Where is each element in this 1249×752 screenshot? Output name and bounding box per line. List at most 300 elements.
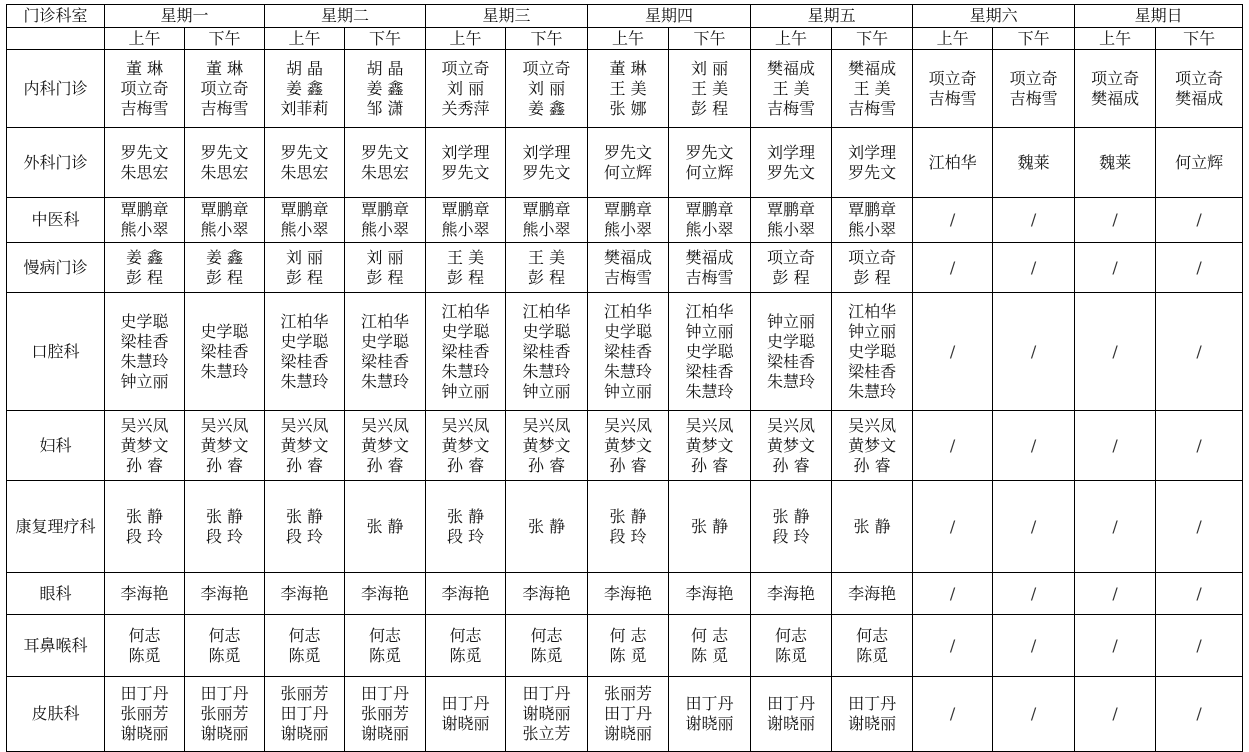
schedule-cell	[993, 481, 1075, 573]
doctor-name: 熊小翠	[361, 220, 410, 239]
schedule-cell	[1075, 50, 1156, 128]
schedule-cell	[1075, 243, 1156, 293]
doctor-name: 罗先文	[120, 142, 169, 162]
doctor-name: 项立奇	[120, 78, 169, 98]
doctor-name: 熊小翠	[685, 220, 734, 239]
schedule-cell	[105, 481, 185, 573]
schedule-cell	[669, 243, 751, 293]
doctor-name: 史学聪	[361, 331, 410, 351]
schedule-cell	[345, 573, 426, 615]
schedule-cell	[588, 677, 669, 752]
doctor-name: 孙 睿	[446, 455, 485, 475]
dept-row	[7, 243, 1243, 293]
schedule-cell	[1075, 677, 1156, 752]
doctor-name: 朱思宏	[120, 162, 169, 182]
slot-header-pm: 下午	[1156, 28, 1243, 50]
doctor-name: 李海艳	[767, 583, 816, 603]
doctor-name: 李海艳	[848, 583, 897, 603]
doctor-name: 朱慧玲	[361, 371, 410, 391]
schedule-cell	[751, 198, 832, 243]
doctor-name: 史学聪	[280, 331, 329, 351]
doctor-name: 项立奇	[1175, 68, 1224, 88]
doctor-name: 覃鹏章	[280, 200, 329, 219]
doctor-name: 钟立丽	[120, 371, 169, 391]
slot-header-pm: 下午	[185, 28, 265, 50]
schedule-cell	[426, 677, 506, 752]
doctor-name: 项立奇	[928, 68, 977, 88]
no-clinic-mark: /	[1112, 704, 1118, 723]
doctor-name: 魏莱	[1017, 152, 1050, 172]
day-header-sat: 星期六	[913, 5, 1075, 28]
doctor-name: 史学聪	[200, 321, 249, 341]
doctor-name: 段 玲	[609, 526, 647, 546]
doctor-name: 江柏华	[848, 301, 897, 321]
doctor-name: 吉梅雪	[685, 267, 734, 287]
doctor-name: 田丁丹	[767, 694, 816, 713]
schedule-cell	[345, 243, 426, 293]
doctor-name: 董 琳	[205, 58, 244, 78]
schedule-cell	[832, 411, 913, 481]
schedule-cell	[426, 128, 506, 198]
no-clinic-mark: /	[1196, 341, 1202, 361]
doctor-name: 钟立丽	[604, 381, 653, 401]
schedule-cell	[1075, 411, 1156, 481]
doctor-name: 史学聪	[848, 341, 897, 361]
schedule-cell	[669, 411, 751, 481]
doctor-name: 何志	[288, 625, 321, 645]
no-clinic-mark: /	[1196, 435, 1202, 455]
doctor-name: 熊小翠	[767, 220, 816, 239]
doctor-name: 田丁丹	[848, 694, 897, 713]
doctor-name: 朱慧玲	[522, 361, 571, 381]
schedule-cell	[265, 481, 345, 573]
doctor-name: 刘 丽	[691, 58, 729, 78]
schedule-cell	[105, 573, 185, 615]
schedule-cell	[588, 411, 669, 481]
doctor-name: 段 玲	[772, 526, 810, 546]
doctor-name: 何志	[369, 625, 402, 645]
doctor-name: 罗先文	[767, 162, 816, 182]
doctor-name: 张 静	[205, 506, 244, 526]
doctor-name: 史学聪	[441, 321, 490, 341]
doctor-name: 田丁丹	[200, 684, 249, 703]
doctor-name: 张丽芳	[120, 704, 169, 723]
slot-header-am: 上午	[913, 28, 993, 50]
schedule-cell	[105, 677, 185, 752]
doctor-name: 姜 鑫	[125, 247, 164, 267]
doctor-name: 孙 睿	[205, 455, 244, 475]
doctor-name: 梁桂香	[767, 351, 816, 371]
schedule-cell	[345, 293, 426, 411]
schedule-cell	[426, 573, 506, 615]
day-header-fri: 星期五	[751, 5, 913, 28]
no-clinic-mark: /	[949, 583, 956, 603]
schedule-cell	[669, 677, 751, 752]
doctor-name: 姜 鑫	[205, 247, 244, 267]
doctor-name: 钟立丽	[441, 381, 490, 401]
doctor-name: 朱慧玲	[280, 371, 329, 391]
doctor-name: 刘学理	[522, 142, 571, 162]
no-clinic-mark: /	[949, 435, 956, 455]
doctor-name: 何立辉	[604, 162, 653, 182]
doctor-name: 熊小翠	[280, 220, 329, 239]
schedule-cell	[1156, 128, 1243, 198]
no-clinic-mark: /	[1112, 635, 1118, 655]
doctor-name: 梁桂香	[848, 361, 897, 381]
doctor-name: 吴兴凤	[120, 415, 169, 435]
doctor-name: 覃鹏章	[685, 200, 734, 219]
schedule-cell	[993, 615, 1075, 677]
day-header-sun: 星期日	[1075, 5, 1243, 28]
schedule-cell	[265, 411, 345, 481]
doctor-name: 罗先文	[441, 162, 490, 182]
schedule-cell	[913, 615, 993, 677]
doctor-name: 樊福成	[848, 58, 897, 78]
doctor-name: 江柏华	[522, 301, 571, 321]
doctor-name: 何立辉	[1175, 152, 1224, 172]
doctor-name: 黄梦文	[604, 435, 653, 455]
doctor-name: 姜 鑫	[285, 78, 324, 98]
doctor-name: 史学聪	[685, 341, 734, 361]
schedule-cell	[105, 411, 185, 481]
doctor-name: 陈觅	[449, 645, 482, 665]
no-clinic-mark: /	[1196, 257, 1202, 277]
doctor-name: 朱慧玲	[441, 361, 490, 381]
doctor-name: 孙 睿	[691, 455, 729, 475]
no-clinic-mark: /	[949, 210, 956, 229]
doctor-name: 张 静	[285, 506, 324, 526]
doctor-name: 罗先文	[522, 162, 571, 182]
schedule-cell	[1156, 293, 1243, 411]
doctor-name: 覃鹏章	[200, 200, 249, 219]
slot-header-row	[7, 28, 1243, 50]
no-clinic-mark: /	[1112, 516, 1118, 536]
doctor-name: 何立辉	[685, 162, 734, 182]
doctor-name: 罗先文	[685, 142, 734, 162]
schedule-cell	[751, 128, 832, 198]
schedule-cell	[993, 677, 1075, 752]
schedule-cell	[832, 50, 913, 128]
slot-header-am: 上午	[588, 28, 669, 50]
day-header-mon: 星期一	[105, 5, 265, 28]
schedule-cell	[588, 50, 669, 128]
schedule-cell	[185, 615, 265, 677]
schedule-cell	[1075, 615, 1156, 677]
dept-name: 康复理疗科	[7, 481, 105, 573]
day-header-tue: 星期二	[265, 5, 426, 28]
doctor-name: 田丁丹	[685, 694, 734, 713]
schedule-cell	[345, 677, 426, 752]
doctor-name: 孙 睿	[125, 455, 164, 475]
doctor-name: 何志	[530, 625, 563, 645]
doctor-name: 熊小翠	[604, 220, 653, 239]
doctor-name: 谢晓丽	[767, 714, 816, 733]
slot-header-am: 上午	[265, 28, 345, 50]
doctor-name: 王 美	[609, 78, 647, 98]
schedule-cell	[426, 293, 506, 411]
doctor-name: 彭 程	[691, 98, 729, 118]
doctor-name: 吉梅雪	[1009, 88, 1058, 108]
doctor-name: 梁桂香	[685, 361, 734, 381]
doctor-name: 田丁丹	[522, 684, 571, 703]
doctor-name: 李海艳	[280, 583, 329, 603]
schedule-body	[7, 5, 1243, 752]
doctor-name: 董 琳	[609, 58, 647, 78]
no-clinic-mark: /	[1030, 635, 1037, 655]
no-clinic-mark: /	[949, 704, 956, 723]
schedule-cell	[832, 677, 913, 752]
doctor-name: 刘菲莉	[280, 98, 329, 118]
schedule-cell	[913, 243, 993, 293]
doctor-name: 张立芳	[522, 724, 571, 743]
doctor-name: 梁桂香	[361, 351, 410, 371]
schedule-cell	[913, 481, 993, 573]
doctor-name: 吴兴凤	[280, 415, 329, 435]
slot-header-am: 上午	[751, 28, 832, 50]
doctor-name: 吴兴凤	[685, 415, 734, 435]
schedule-cell	[1156, 573, 1243, 615]
schedule-cell	[265, 128, 345, 198]
doctor-name: 陈觅	[208, 645, 241, 665]
schedule-cell	[265, 50, 345, 128]
doctor-name: 吉梅雪	[200, 98, 249, 118]
doctor-name: 李海艳	[361, 583, 410, 603]
doctor-name: 谢晓丽	[522, 704, 571, 723]
doctor-name: 项立奇	[1091, 68, 1140, 88]
doctor-name: 江柏华	[361, 311, 410, 331]
schedule-cell	[185, 128, 265, 198]
schedule-cell	[751, 243, 832, 293]
schedule-cell	[832, 293, 913, 411]
doctor-name: 张丽芳	[361, 704, 410, 723]
doctor-name: 罗先文	[848, 162, 897, 182]
doctor-name: 彭 程	[285, 267, 324, 287]
doctor-name: 江柏华	[441, 301, 490, 321]
doctor-name: 刘 丽	[285, 247, 324, 267]
schedule-cell	[588, 481, 669, 573]
day-header-row	[7, 5, 1243, 28]
no-clinic-mark: /	[1112, 435, 1118, 455]
doctor-name: 钟立丽	[848, 321, 897, 341]
doctor-name: 陈觅	[856, 645, 889, 665]
schedule-cell	[832, 615, 913, 677]
schedule-cell	[345, 50, 426, 128]
doctor-name: 钟立丽	[522, 381, 571, 401]
schedule-cell	[265, 677, 345, 752]
doctor-name: 吉梅雪	[767, 98, 816, 118]
schedule-cell	[751, 50, 832, 128]
doctor-name: 张丽芳	[200, 704, 249, 723]
doctor-name: 彭 程	[205, 267, 244, 287]
schedule-cell	[993, 50, 1075, 128]
doctor-name: 张丽芳	[604, 684, 653, 703]
doctor-name: 罗先文	[604, 142, 653, 162]
schedule-cell	[669, 573, 751, 615]
schedule-table	[6, 4, 1243, 752]
doctor-name: 钟立丽	[767, 311, 816, 331]
schedule-cell	[913, 198, 993, 243]
schedule-cell	[426, 481, 506, 573]
doctor-name: 熊小翠	[441, 220, 490, 239]
schedule-cell	[588, 573, 669, 615]
doctor-name: 李海艳	[441, 583, 490, 603]
schedule-cell	[506, 411, 588, 481]
doctor-name: 项立奇	[200, 78, 249, 98]
schedule-cell	[1075, 198, 1156, 243]
schedule-cell	[1075, 481, 1156, 573]
schedule-cell	[1075, 573, 1156, 615]
doctor-name: 黄梦文	[848, 435, 897, 455]
doctor-name: 吴兴凤	[848, 415, 897, 435]
no-clinic-mark: /	[1112, 583, 1118, 603]
doctor-name: 姜 鑫	[527, 98, 566, 118]
doctor-name: 覃鹏章	[361, 200, 410, 219]
doctor-name: 魏莱	[1099, 152, 1132, 172]
doctor-name: 朱慧玲	[120, 351, 169, 371]
doctor-name: 张 静	[366, 516, 404, 536]
schedule-cell	[832, 243, 913, 293]
doctor-name: 朱慧玲	[200, 361, 249, 381]
doctor-name: 熊小翠	[522, 220, 571, 239]
doctor-name: 江柏华	[928, 152, 977, 172]
schedule-cell	[185, 243, 265, 293]
doctor-name: 罗先文	[200, 142, 249, 162]
schedule-cell	[345, 411, 426, 481]
doctor-name: 覃鹏章	[441, 200, 490, 219]
schedule-cell	[993, 128, 1075, 198]
schedule-cell	[105, 293, 185, 411]
schedule-cell	[993, 411, 1075, 481]
slot-header-pm: 下午	[669, 28, 751, 50]
schedule-cell	[506, 481, 588, 573]
doctor-name: 田丁丹	[120, 684, 169, 703]
doctor-name: 樊福成	[1091, 88, 1140, 108]
doctor-name: 陈觅	[775, 645, 808, 665]
schedule-cell	[1156, 198, 1243, 243]
schedule-cell	[913, 128, 993, 198]
doctor-name: 熊小翠	[200, 220, 249, 239]
schedule-cell	[993, 198, 1075, 243]
doctor-name: 何 志	[691, 625, 729, 645]
doctor-name: 李海艳	[120, 583, 169, 603]
schedule-cell	[345, 615, 426, 677]
no-clinic-mark: /	[1196, 704, 1202, 723]
doctor-name: 覃鹏章	[522, 200, 571, 219]
doctor-name: 项立奇	[1009, 68, 1058, 88]
schedule-cell	[105, 198, 185, 243]
dept-name: 慢病门诊	[7, 243, 105, 293]
doctor-name: 梁桂香	[441, 341, 490, 361]
doctor-name: 田丁丹	[604, 704, 653, 723]
doctor-name: 樊福成	[1175, 88, 1224, 108]
doctor-name: 李海艳	[200, 583, 249, 603]
doctor-name: 田丁丹	[361, 684, 410, 703]
schedule-cell	[588, 243, 669, 293]
schedule-cell	[669, 50, 751, 128]
doctor-name: 孙 睿	[366, 455, 404, 475]
doctor-name: 史学聪	[522, 321, 571, 341]
doctor-name: 谢晓丽	[280, 724, 329, 743]
schedule-cell	[669, 615, 751, 677]
doctor-name: 樊福成	[604, 247, 653, 267]
schedule-cell	[265, 573, 345, 615]
schedule-cell	[265, 198, 345, 243]
schedule-cell	[832, 128, 913, 198]
doctor-name: 项立奇	[522, 58, 571, 78]
doctor-name: 段 玲	[125, 526, 164, 546]
doctor-name: 刘 丽	[446, 78, 485, 98]
doctor-name: 李海艳	[522, 583, 571, 603]
doctor-name: 陈 觅	[609, 645, 647, 665]
schedule-cell	[1156, 481, 1243, 573]
doctor-name: 王 美	[691, 78, 729, 98]
schedule-cell	[1156, 615, 1243, 677]
schedule-cell	[1156, 50, 1243, 128]
schedule-cell	[1156, 411, 1243, 481]
doctor-name: 史学聪	[604, 321, 653, 341]
schedule-cell	[588, 128, 669, 198]
no-clinic-mark: /	[1030, 210, 1037, 229]
no-clinic-mark: /	[1030, 341, 1037, 361]
doctor-name: 彭 程	[125, 267, 164, 287]
schedule-cell	[751, 677, 832, 752]
doctor-name: 覃鹏章	[604, 200, 653, 219]
doctor-name: 熊小翠	[120, 220, 169, 239]
schedule-cell	[993, 243, 1075, 293]
doctor-name: 梁桂香	[604, 341, 653, 361]
doctor-name: 彭 程	[527, 267, 566, 287]
doctor-name: 梁桂香	[200, 341, 249, 361]
doctor-name: 吉梅雪	[848, 98, 897, 118]
no-clinic-mark: /	[1196, 635, 1202, 655]
doctor-name: 刘 丽	[527, 78, 566, 98]
doctor-name: 项立奇	[767, 247, 816, 267]
no-clinic-mark: /	[1196, 210, 1202, 229]
doctor-name: 王 美	[446, 247, 485, 267]
doctor-name: 钟立丽	[685, 321, 734, 341]
no-clinic-mark: /	[1030, 435, 1037, 455]
schedule-cell	[993, 573, 1075, 615]
dept-row	[7, 128, 1243, 198]
doctor-name: 朱慧玲	[767, 371, 816, 391]
schedule-cell	[669, 481, 751, 573]
schedule-cell	[751, 573, 832, 615]
no-clinic-mark: /	[1030, 257, 1037, 277]
schedule-cell	[751, 293, 832, 411]
doctor-name: 梁桂香	[280, 351, 329, 371]
doctor-name: 吴兴凤	[200, 415, 249, 435]
doctor-name: 孙 睿	[285, 455, 324, 475]
schedule-cell	[506, 677, 588, 752]
dept-row	[7, 481, 1243, 573]
doctor-name: 朱慧玲	[604, 361, 653, 381]
schedule-cell	[426, 243, 506, 293]
doctor-name: 吴兴凤	[522, 415, 571, 435]
schedule-cell	[669, 128, 751, 198]
schedule-cell	[426, 411, 506, 481]
doctor-name: 刘学理	[767, 142, 816, 162]
slot-header-pm: 下午	[993, 28, 1075, 50]
schedule-cell	[185, 411, 265, 481]
doctor-name: 陈觅	[288, 645, 321, 665]
doctor-name: 田丁丹	[280, 704, 329, 723]
schedule-cell	[588, 293, 669, 411]
schedule-cell	[506, 128, 588, 198]
slot-header-am: 上午	[105, 28, 185, 50]
doctor-name: 陈 觅	[691, 645, 729, 665]
dept-column-header: 门诊科室	[7, 5, 105, 28]
doctor-name: 刘学理	[848, 142, 897, 162]
